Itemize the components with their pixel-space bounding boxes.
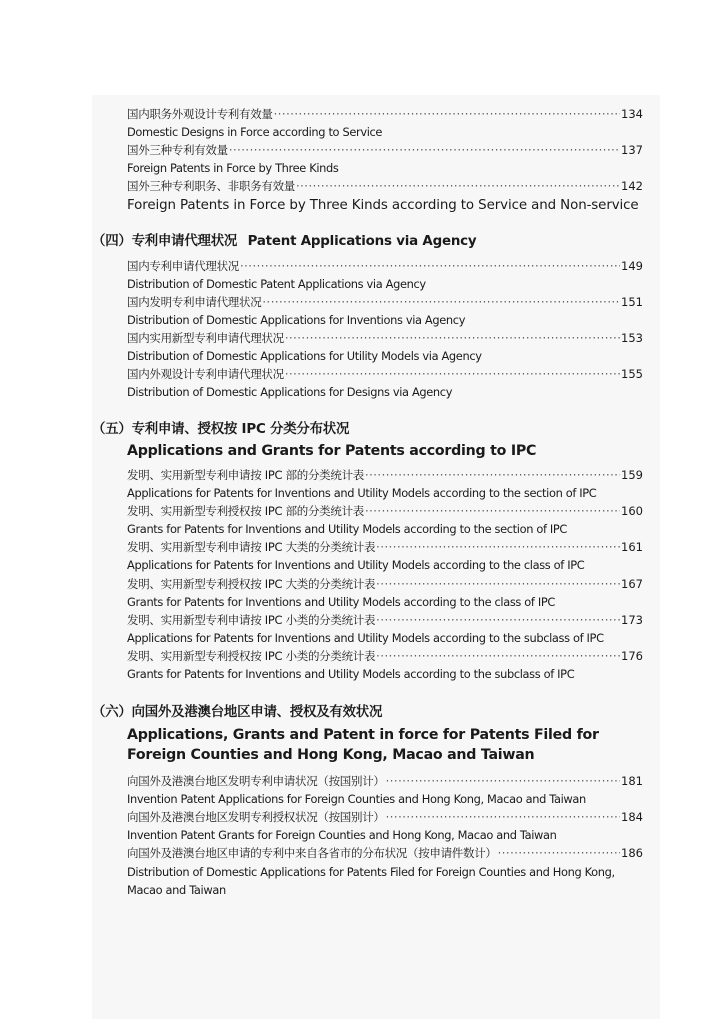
toc-entry-title-en: Grants for Patents for Inventions and Utility Models according to the section of IPC <box>127 522 568 536</box>
leader-dots <box>285 330 620 346</box>
section-heading-zh: （四）专利申请代理状况 <box>92 234 238 249</box>
toc-entry[interactable] <box>127 809 643 825</box>
toc-entry-title-en: Invention Patent Grants for Foreign Counties and Hong Kong, Macao and Taiwan <box>127 828 557 842</box>
toc-entry-title-en: Distribution of Domestic Applications for Inventions via Agency <box>127 313 466 327</box>
toc-entry[interactable] <box>127 467 643 483</box>
leader-dots <box>365 467 620 483</box>
toc-entry-title-en: Foreign Patents in Force by Three Kinds according to Service and Non-service <box>127 198 639 213</box>
toc-entry-title-en: Applications for Patents for Inventions and Utility Models according to the subclass of IPC <box>127 631 604 645</box>
toc-entry[interactable] <box>127 294 643 310</box>
toc-entry[interactable] <box>127 330 643 346</box>
toc-entry-title-zh: 国外三种专利职务、非职务有效量 <box>127 179 295 193</box>
leader-dots <box>229 142 620 158</box>
leader-dots <box>262 294 620 310</box>
toc-page-number: 167 <box>621 577 643 591</box>
toc-entry-title-zh: 发明、实用新型专利申请按 IPC 部的分类统计表 <box>127 468 364 482</box>
section-heading-en: Applications and Grants for Patents according to IPC <box>127 443 537 459</box>
leader-dots <box>498 845 620 861</box>
leader-dots <box>386 809 620 825</box>
toc-page-number: 160 <box>621 504 643 518</box>
leader-dots <box>386 773 620 789</box>
toc-entry-title-en: Foreign Patents in Force by Three Kinds <box>127 161 339 175</box>
toc-entry-title-zh: 向国外及港澳台地区发明专利授权状况（按国别计） <box>127 810 385 824</box>
leader-dots <box>376 576 620 592</box>
toc-page-number: 155 <box>621 367 643 381</box>
toc-entry-title-zh: 国内专利申请代理状况 <box>127 259 239 273</box>
toc-page-number: 151 <box>621 295 643 309</box>
toc-entry-title-en: Grants for Patents for Inventions and Utility Models according to the subclass of IPC <box>127 667 575 681</box>
section-heading <box>92 232 652 252</box>
toc-entry-title-en: Applications for Patents for Inventions and Utility Models according to the section of IPC <box>127 486 597 500</box>
leader-dots <box>376 612 620 628</box>
toc-entry[interactable] <box>127 576 643 592</box>
toc-page-number: 161 <box>621 540 643 554</box>
toc-entry[interactable] <box>127 503 643 519</box>
leader-dots <box>274 106 620 122</box>
toc-entry-title-zh: 发明、实用新型专利授权按 IPC 大类的分类统计表 <box>127 577 376 591</box>
toc-page-number: 142 <box>621 179 643 193</box>
toc-entry[interactable] <box>127 258 643 274</box>
toc-entry-title-zh: 发明、实用新型专利授权按 IPC 小类的分类统计表 <box>127 649 376 663</box>
leader-dots <box>376 539 620 555</box>
toc-entry-title-en: Domestic Designs in Force according to Service <box>127 125 383 139</box>
leader-dots <box>296 178 620 194</box>
section-heading-zh: （五）专利申请、授权按 IPC 分类分布状况 <box>92 422 350 437</box>
toc-entry-title-en: Grants for Patents for Inventions and Utility Models according to the class of IPC <box>127 595 555 609</box>
toc-entry-title-en: Distribution of Domestic Applications for Designs via Agency <box>127 385 453 399</box>
toc-page-number: 173 <box>621 613 643 627</box>
toc-page-number: 184 <box>621 810 643 824</box>
toc-entry-title-zh: 向国外及港澳台地区申请的专利中来自各省市的分布状况（按申请件数计） <box>127 846 497 860</box>
toc-entry-title-en: Invention Patent Applications for Foreign Counties and Hong Kong, Macao and Taiwan <box>127 792 586 806</box>
toc-entry[interactable] <box>127 612 643 628</box>
section-heading-en: Applications, Grants and Patent in force for Patents Filed for Foreign Counties and Hong Kong, Macao and Taiwan <box>127 727 599 763</box>
leader-dots <box>376 648 620 664</box>
toc-entry-title-zh: 发明、实用新型专利申请按 IPC 大类的分类统计表 <box>127 540 376 554</box>
toc-entry[interactable] <box>127 178 643 194</box>
toc-page-number: 159 <box>621 468 643 482</box>
toc-entry-title-en: Distribution of Domestic Applications for Utility Models via Agency <box>127 349 482 363</box>
toc-entry[interactable] <box>127 648 643 664</box>
toc-entry[interactable] <box>127 773 643 789</box>
toc-page-number: 176 <box>621 649 643 663</box>
toc-page-number: 137 <box>621 143 643 157</box>
section-heading-en: Patent Applications via Agency <box>247 234 477 249</box>
toc-entry-title-zh: 发明、实用新型专利申请按 IPC 小类的分类统计表 <box>127 613 376 627</box>
toc-page-number: 149 <box>621 259 643 273</box>
toc-page-number: 181 <box>621 774 643 788</box>
toc-page-number: 134 <box>621 107 643 121</box>
toc-entry-title-zh: 国内发明专利申请代理状况 <box>127 295 262 309</box>
toc-entry-title-zh: 国内实用新型专利申请代理状况 <box>127 331 284 345</box>
leader-dots <box>365 503 620 519</box>
toc-entry[interactable] <box>127 539 643 555</box>
toc-entry-title-en: Distribution of Domestic Patent Applications via Agency <box>127 277 426 291</box>
leader-dots <box>285 366 620 382</box>
toc-entry-title-en: Applications for Patents for Inventions and Utility Models according to the class of IPC <box>127 558 585 572</box>
toc-entry-title-zh: 国外三种专利有效量 <box>127 143 228 157</box>
toc-entry[interactable] <box>127 142 643 158</box>
toc-entry-title-zh: 发明、实用新型专利授权按 IPC 部的分类统计表 <box>127 504 364 518</box>
toc-entry-title-zh: 国内职务外观设计专利有效量 <box>127 107 273 121</box>
section-heading-zh: （六）向国外及港澳台地区申请、授权及有效状况 <box>92 705 383 720</box>
toc-entry[interactable] <box>127 106 643 122</box>
leader-dots <box>240 258 620 274</box>
toc-entry-title-en: Distribution of Domestic Applications for Patents Filed for Foreign Counties and Hong Kong, Macao and Taiwan <box>127 865 615 897</box>
toc-entry-title-zh: 国内外观设计专利申请代理状况 <box>127 367 284 381</box>
toc-entry[interactable] <box>127 366 643 382</box>
toc-page-number: 186 <box>621 846 643 860</box>
toc-page-number: 153 <box>621 331 643 345</box>
toc-entry-title-zh: 向国外及港澳台地区发明专利申请状况（按国别计） <box>127 774 385 788</box>
toc-entry[interactable] <box>127 845 643 861</box>
